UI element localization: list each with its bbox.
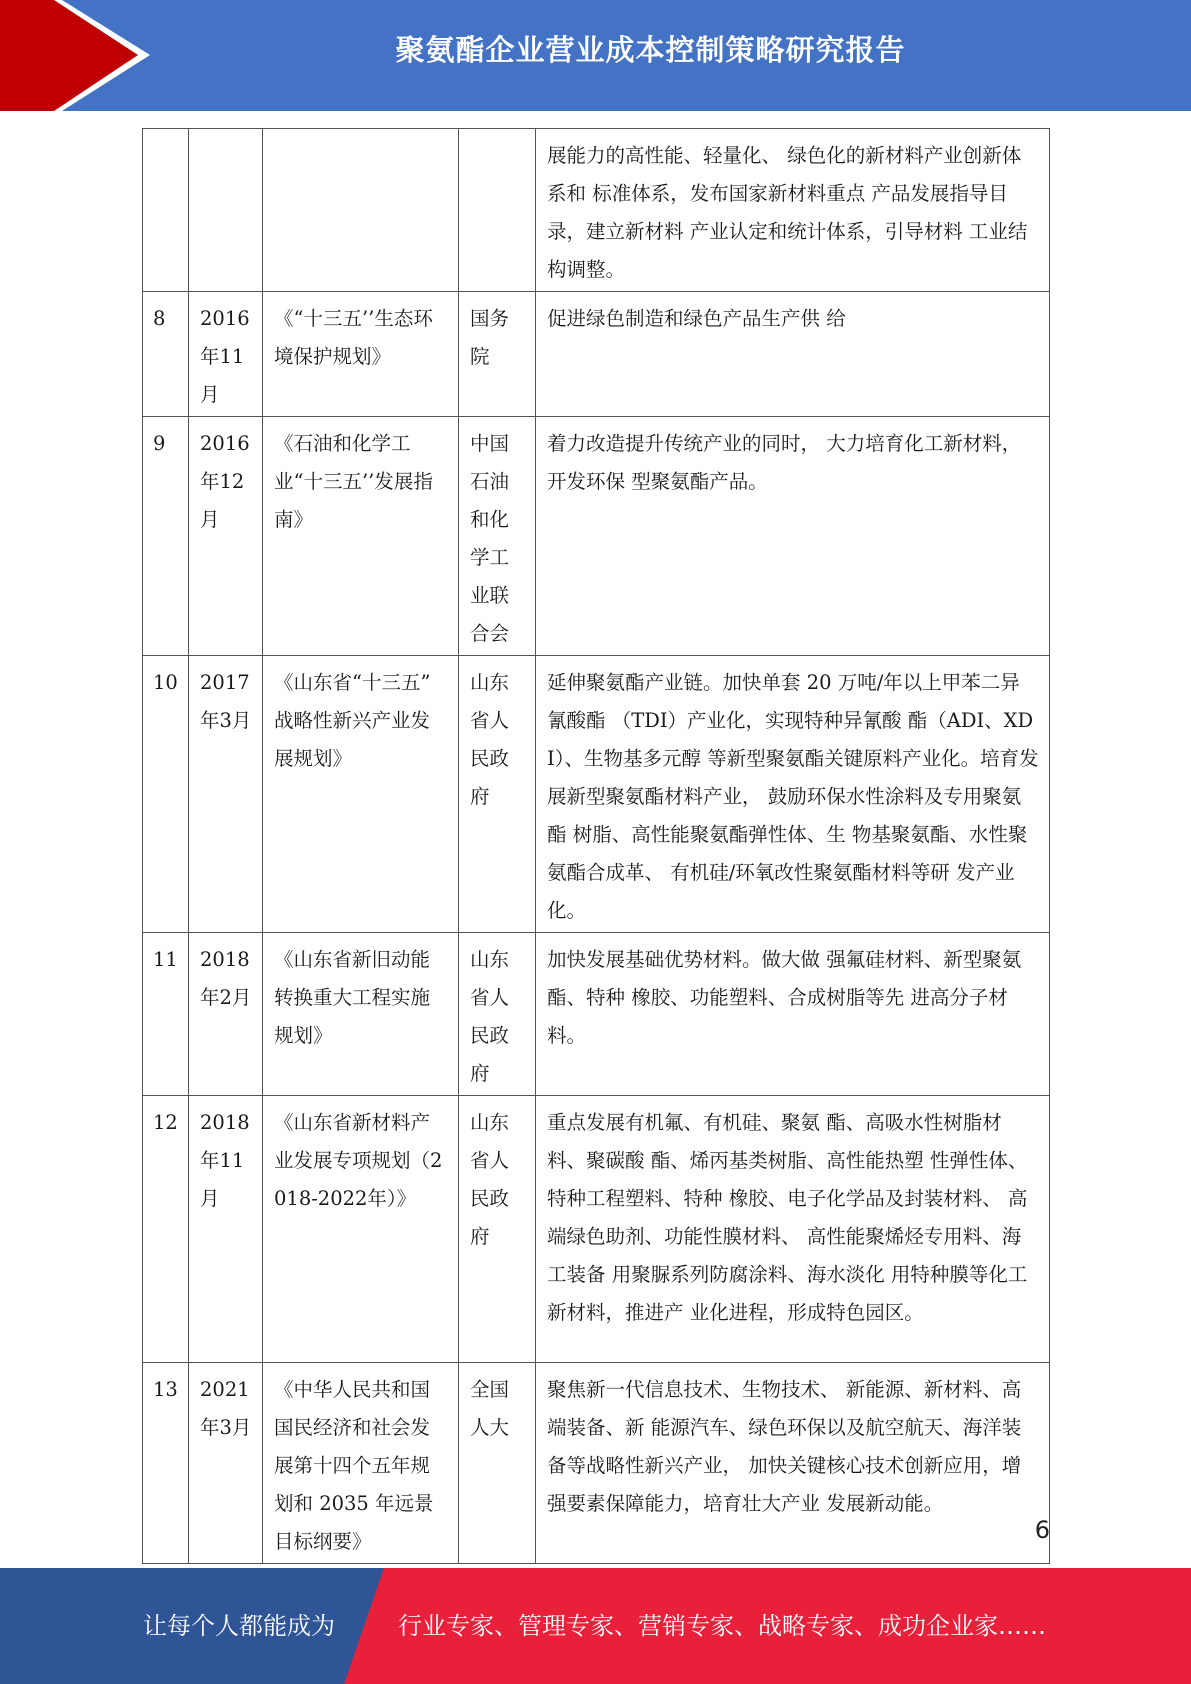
cell-date: 2016年12月 (189, 417, 263, 656)
cell-document: 《“十三五’’生态环 境保护规划》 (263, 292, 459, 417)
cell-number: 10 (143, 656, 189, 933)
cell-number: 8 (143, 292, 189, 417)
page-header (0, 0, 1191, 111)
cell-number: 13 (143, 1363, 189, 1564)
cell-organization (459, 129, 536, 292)
cell-date (189, 129, 263, 292)
cell-date: 2021年3月 (189, 1363, 263, 1564)
cell-number (143, 129, 189, 292)
cell-date: 2018年2月 (189, 933, 263, 1096)
cell-content: 展能力的高性能、轻量化、 绿色化的新材料产业创新体系和 标准体系，发布国家新材料重点 产品发展指导目录，建立新材料 产业认定和统计体系，引导材料 工业结构调整。 (536, 129, 1050, 292)
policy-table (142, 128, 1050, 1564)
cell-organization: 山东省人民政府 (459, 656, 536, 933)
footer-slogan-left: 让每个人都能成为 (143, 1612, 335, 1640)
cell-content: 加快发展基础优势材料。做大做 强氟硅材料、新型聚氨酯、特种 橡胶、功能塑料、合成树脂等先 进高分子材料。 (536, 933, 1050, 1096)
report-title: 聚氨酯企业营业成本控制策略研究报告 (395, 33, 906, 67)
cell-organization: 山东省人民政府 (459, 933, 536, 1096)
table-row (143, 129, 1050, 292)
cell-document: 《石油和化学工业“十三五’’发展指南》 (263, 417, 459, 656)
cell-number: 11 (143, 933, 189, 1096)
cell-organization: 中国石油和化学工业联合会 (459, 417, 536, 656)
cell-content: 延伸聚氨酯产业链。加快单套 20 万吨/年以上甲苯二异氰酸酯 （TDI）产业化，实现特种异氰酸 酯（ADI、XDI）、生物基多元醇 等新型聚氨酯关键原料产业化。培育发展新型聚氨酯材料产业， 鼓励环保水性涂料及专用聚氨酯 树脂、高性能聚氨酯弹性体、生 物基聚氨酯、水性聚氨酯合成革、 有机硅/环氧改性聚氨酯材料等研 发产业化。 (536, 656, 1050, 933)
cell-content: 着力改造提升传统产业的同时， 大力培育化工新材料，开发环保 型聚氨酯产品。 (536, 417, 1050, 656)
cell-number: 12 (143, 1096, 189, 1363)
cell-document (263, 129, 459, 292)
cell-date: 2018年11月 (189, 1096, 263, 1363)
cell-organization: 山东省人民政府 (459, 1096, 536, 1363)
table-row (143, 292, 1050, 417)
cell-document: 《山东省新旧动能转换重大工程实施规划》 (263, 933, 459, 1096)
cell-document: 《山东省新材料产业发展专项规划（2018-2022年）》 (263, 1096, 459, 1363)
cell-date: 2017年3月 (189, 656, 263, 933)
cell-date: 2016年11月 (189, 292, 263, 417)
page-number: 6 (1034, 1516, 1050, 1544)
table-row (143, 417, 1050, 656)
cell-document: 《山东省“十三五” 战略性新兴产业发 展规划》 (263, 656, 459, 933)
cell-content: 促进绿色制造和绿色产品生产供 给 (536, 292, 1050, 417)
footer-slogan-right: 行业专家、管理专家、营销专家、战略专家、成功企业家…… (398, 1612, 1046, 1640)
page-footer (0, 1568, 1191, 1684)
cell-document: 《中华人民共和国国民经济和社会发展第十四个五年规划和 2035 年远景目标纲要》 (263, 1363, 459, 1564)
table-row (143, 1096, 1050, 1363)
cell-content: 重点发展有机氟、有机硅、聚氨 酯、高吸水性树脂材料、聚碳酸 酯、烯丙基类树脂、高性能热塑 性弹性体、特种工程塑料、特种 橡胶、电子化学品及封装材料、 高端绿色助剂、功能性膜材料、 高性能聚烯烃专用料、海工装备 用聚脲系列防腐涂料、海水淡化 用特种膜等化工新材料，推进产 业化进程，形成特色园区。 (536, 1096, 1050, 1363)
cell-number: 9 (143, 417, 189, 656)
table-row (143, 933, 1050, 1096)
table-row (143, 1363, 1050, 1564)
cell-content: 聚焦新一代信息技术、生物技术、 新能源、新材料、高端装备、新 能源汽车、绿色环保以及航空航天、海洋装备等战略性新兴产业， 加快关键核心技术创新应用，增 强要素保障能力，培育壮大产业 发展新动能。 (536, 1363, 1050, 1564)
table-row (143, 656, 1050, 933)
cell-organization: 全国人大 (459, 1363, 536, 1564)
cell-organization: 国务院 (459, 292, 536, 417)
